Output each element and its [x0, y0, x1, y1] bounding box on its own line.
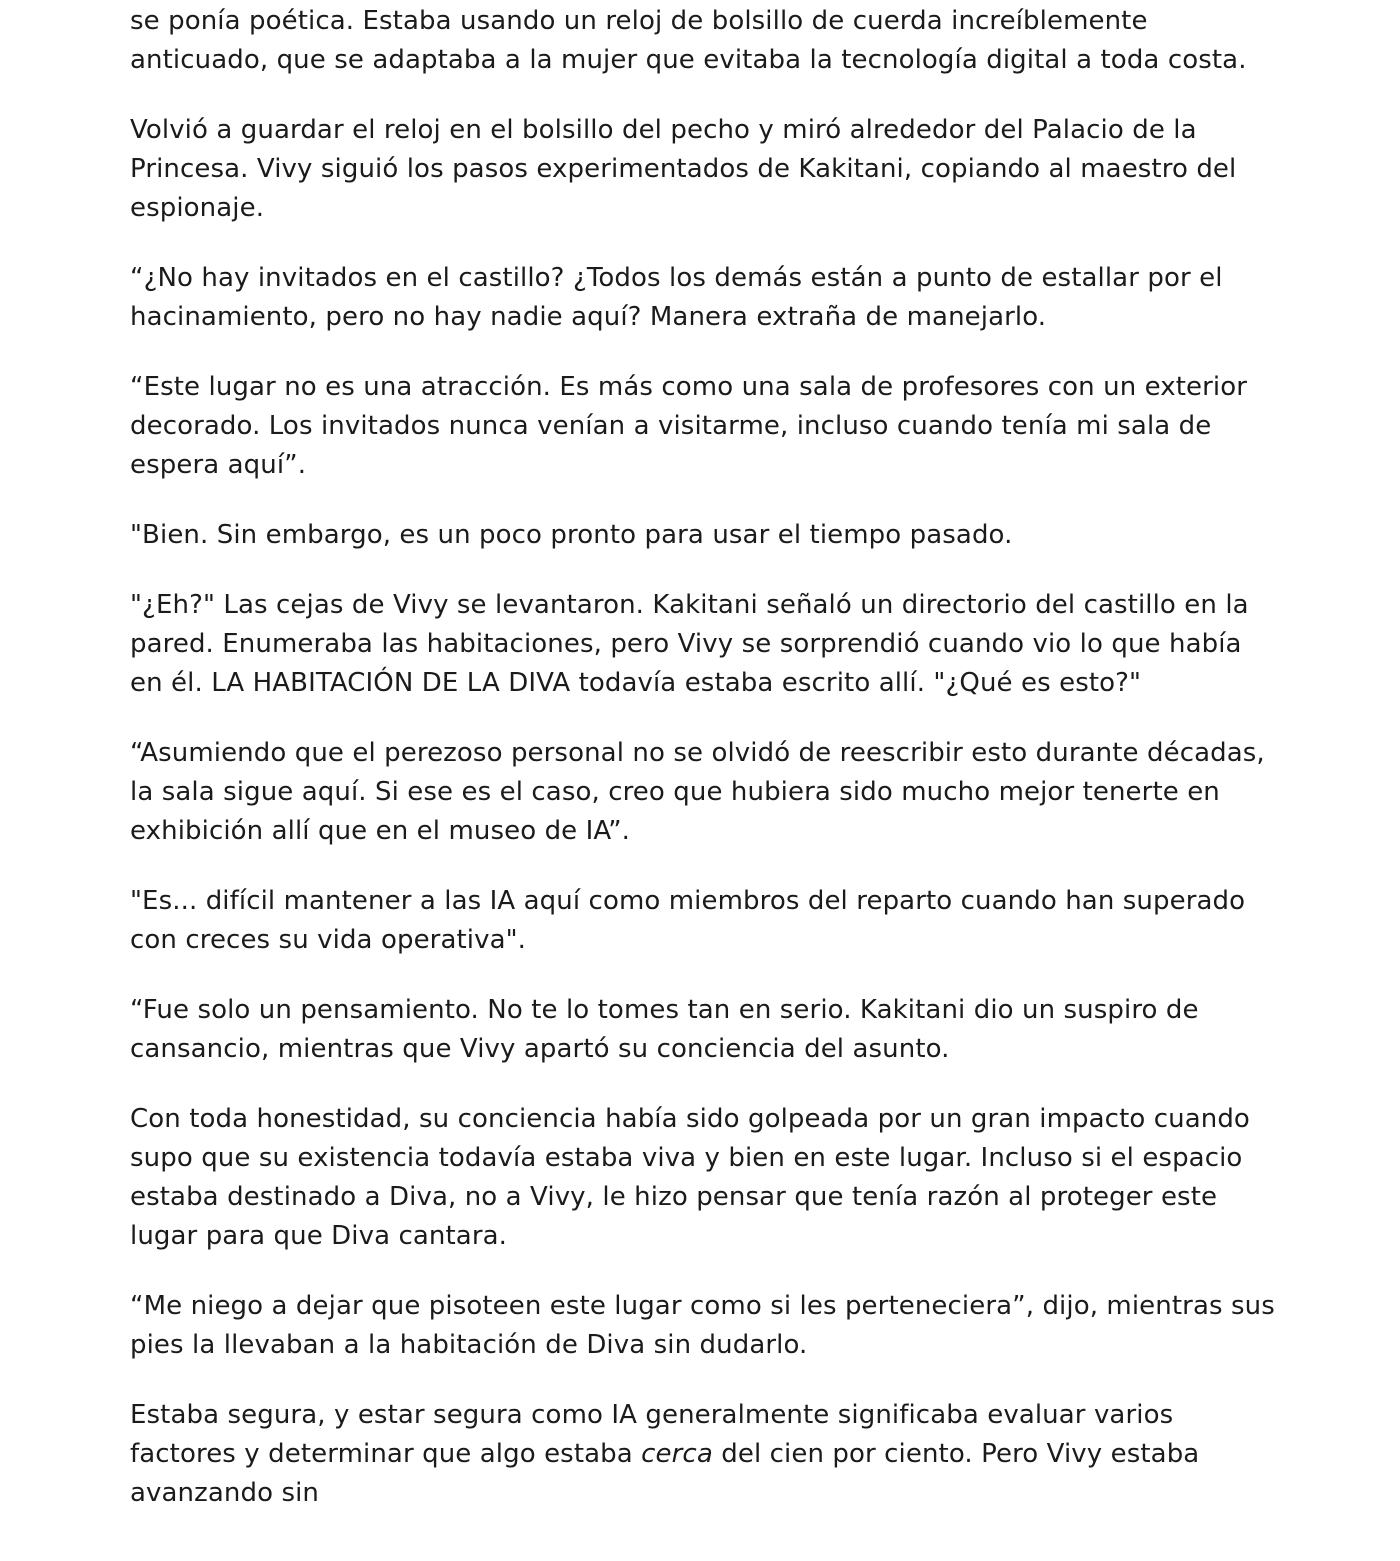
paragraph-2: Volvió a guardar el reloj en el bolsillo del pecho y miró alrededor del Palacio de la Princesa. Vivy siguió los pasos experimentados de Kakitani, copiando al maestro del espionaje.: [130, 115, 1237, 223]
paragraph-8: "Es... difícil mantener a las IA aquí como miembros del reparto cuando han superado con creces su vida operativa".: [130, 886, 1246, 955]
paragraph-12-text-start: Estaba segura, y estar segura como IA generalmente significaba evaluar varios factores y determinar que algo estaba: [130, 1400, 1174, 1469]
paragraph-11: “Me niego a dejar que pisoteen este lugar como si les perteneciera”, dijo, mientras sus pies la llevaban a la habitación de Diva sin dudarlo.: [130, 1291, 1275, 1360]
document-page: [130, 2, 1280, 1513]
paragraph-12: [130, 1396, 1280, 1513]
paragraph-5: "Bien. Sin embargo, es un poco pronto para usar el tiempo pasado.: [130, 520, 1013, 550]
emphasized-word: cerca: [641, 1439, 713, 1469]
paragraph-7: “Asumiendo que el perezoso personal no se olvidó de reescribir esto durante décadas, la sala sigue aquí. Si ese es el caso, creo que hubiera sido mucho mejor tenerte en exhibición allí que en el museo de IA”.: [130, 738, 1265, 846]
paragraph-9: “Fue solo un pensamiento. No te lo tomes tan en serio. Kakitani dio un suspiro de cansancio, mientras que Vivy apartó su conciencia del asunto.: [130, 995, 1199, 1064]
paragraph-4: “Este lugar no es una atracción. Es más como una sala de profesores con un exterior decorado. Los invitados nunca venían a visitarme, incluso cuando tenía mi sala de espera aquí”.: [130, 372, 1248, 480]
paragraph-3: “¿No hay invitados en el castillo? ¿Todos los demás están a punto de estallar por el hacinamiento, pero no hay nadie aquí? Manera extraña de manejarlo.: [130, 263, 1223, 332]
paragraph-12-text-end: del cien por ciento. Pero Vivy estaba avanzando sin: [130, 1439, 1200, 1508]
paragraph-6: "¿Eh?" Las cejas de Vivy se levantaron. Kakitani señaló un directorio del castillo en la pared. Enumeraba las habitaciones, pero Vivy se sorprendió cuando vio lo que había en él. LA HABITACIÓN DE LA DIVA todavía estaba escrito allí. "¿Qué es esto?": [130, 590, 1249, 698]
paragraph-1: se ponía poética. Estaba usando un reloj de bolsillo de cuerda increíblemente anticuado, que se adaptaba a la mujer que evitaba la tecnología digital a toda costa.: [130, 6, 1247, 75]
paragraph-10: Con toda honestidad, su conciencia había sido golpeada por un gran impacto cuando supo que su existencia todavía estaba viva y bien en este lugar. Incluso si el espacio estaba destinado a Diva, no a Vivy, le hizo pensar que tenía razón al proteger este lugar para que Diva cantara.: [130, 1104, 1250, 1251]
